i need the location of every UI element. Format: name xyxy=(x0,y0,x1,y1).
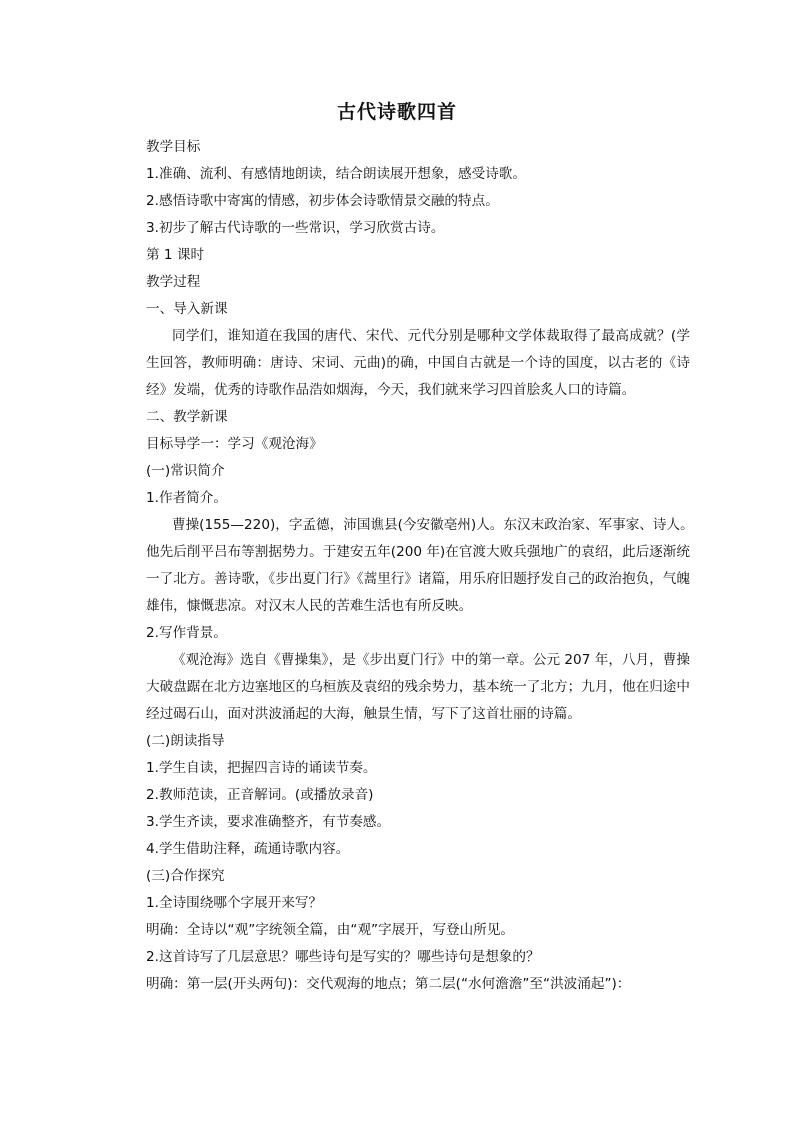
paragraph xyxy=(120,323,690,404)
paragraph: 2.这首诗写了几层意思？哪些诗句是写实的？哪些诗句是想象的？ xyxy=(146,949,540,965)
paragraph-line: 他先后削平吕布等割据势力。于建安五年(200 年)在官渡大败兵强地广的袁绍，此后逐渐统 xyxy=(146,544,690,560)
paragraph xyxy=(120,647,690,728)
paragraph: 目标导学一：学习《观沧海》 xyxy=(146,436,323,452)
paragraph: (三)合作探究 xyxy=(146,868,225,884)
page-title: 古代诗歌四首 xyxy=(336,101,457,123)
paragraph: 1.作者简介。 xyxy=(146,490,227,506)
paragraph: 二、教学新课 xyxy=(146,409,228,425)
paragraph-line: 大破盘踞在北方边塞地区的乌桓族及袁绍的残余势力，基本统一了北方；九月，他在归途中 xyxy=(146,679,690,695)
paragraph: (二)朗读指导 xyxy=(146,733,225,749)
paragraph-line: 经过碣石山，面对洪波涌起的大海，触景生情，写下了这首壮丽的诗篇。 xyxy=(146,706,581,722)
paragraph: 2.写作背景。 xyxy=(146,625,227,641)
paragraph: 2.教师范读，正音解词。(或播放录音) xyxy=(146,787,374,803)
paragraph-line: 曹操(155—220)，字孟德，沛国谯县(今安徽亳州)人。东汉末政治家、军事家、诗人。 xyxy=(172,517,694,533)
paragraph: 2.感悟诗歌中寄寓的情感，初步体会诗歌情景交融的特点。 xyxy=(146,193,499,209)
paragraph: 1.学生自读，把握四言诗的诵读节奏。 xyxy=(146,760,377,776)
paragraph: (一)常识简介 xyxy=(146,463,225,479)
paragraph: 1.全诗围绕哪个字展开来写？ xyxy=(146,895,323,911)
paragraph: 3.学生齐读，要求准确整齐，有节奏感。 xyxy=(146,814,391,830)
paragraph: 4.学生借助注释，疏通诗歌内容。 xyxy=(146,841,350,857)
paragraph: 3.初步了解古代诗歌的一些常识，学习欣赏古诗。 xyxy=(146,220,445,236)
paragraph: 明确：全诗以“观”字统领全篇，由“观”字展开，写登山所见。 xyxy=(146,922,515,938)
paragraph-line: 生回答，教师明确：唐诗、宋词、元曲)的确，中国自古就是一个诗的国度，以古老的《诗 xyxy=(146,355,690,371)
paragraph: 教学目标 xyxy=(146,139,201,155)
document-body xyxy=(120,134,694,998)
paragraph: 1.准确、流利、有感情地朗读，结合朗读展开想象，感受诗歌。 xyxy=(146,166,526,182)
paragraph xyxy=(120,512,694,620)
paragraph-line: 经》发端，优秀的诗歌作品浩如烟海，今天，我们就来学习四首脍炙人口的诗篇。 xyxy=(146,382,636,398)
paragraph: 第 1 课时 xyxy=(146,247,205,263)
paragraph: 教学过程 xyxy=(146,274,201,290)
paragraph-line: 雄伟，慷慨悲凉。对汉末人民的苦难生活也有所反映。 xyxy=(146,598,473,614)
paragraph: 明确：第一层(开头两句)：交代观海的地点；第二层(“水何澹澹”至“洪波涌起”)： xyxy=(146,976,631,992)
paragraph: 一、导入新课 xyxy=(146,301,228,317)
paragraph-line: 《观沧海》选自《曹操集》，是《步出夏门行》中的第一章。公元 207 年，八月，曹操 xyxy=(172,652,690,668)
paragraph-line: 一了北方。善诗歌，《步出夏门行》《蒿里行》诸篇，用乐府旧题抒发自己的政治抱负，气魄 xyxy=(146,571,690,587)
paragraph-line: 同学们，谁知道在我国的唐代、宋代、元代分别是哪种文学体裁取得了最高成就？(学 xyxy=(172,328,690,344)
